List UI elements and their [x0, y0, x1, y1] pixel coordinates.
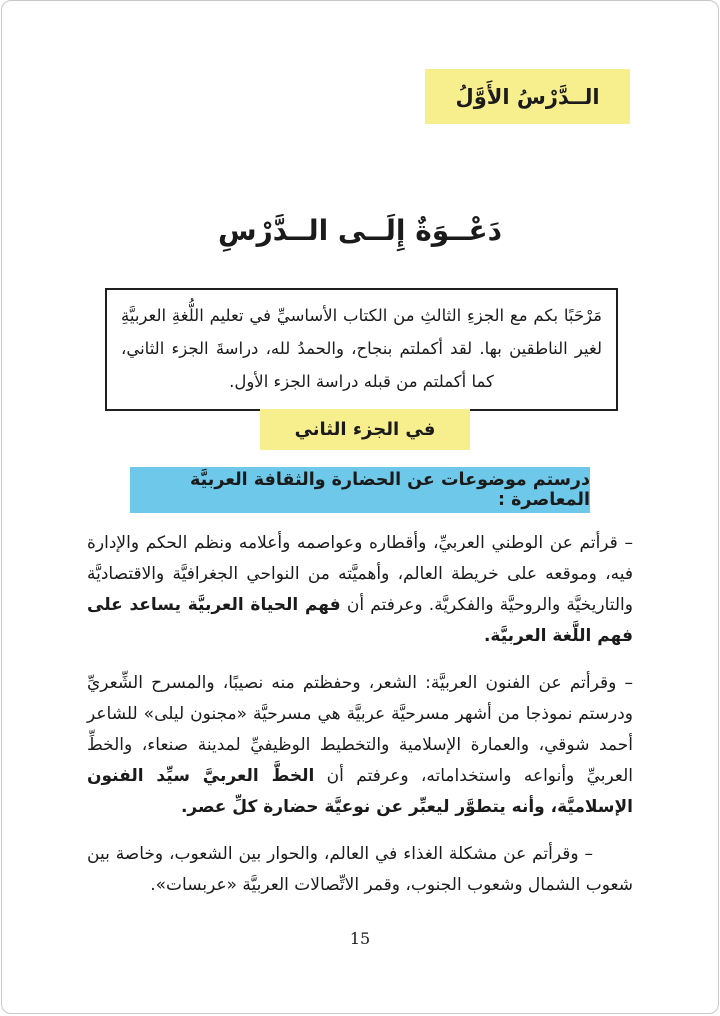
welcome-box: مَرْحَبًا بكم مع الجزءِ الثالثِ من الكتاب الأساسيِّ في تعليم اللُّغةِ العربيَّةِ لغير الناطقين بها. لقد أكملتم بنجاح، والحمدُ لله، دراسةَ الجزء الثاني، كما أكملتم من قبله دراسة الجزء الأول. — [105, 288, 618, 411]
paragraph-1-normal-text: – قرأتم عن الوطني العربيِّ، وأقطاره وعواصمه وأعلامه ونظم الحكم والإدارة فيه، وموقعه على خريطة العالم، وأهميَّته من النواحي الجغرافيَّة والاقتصاديَّة والتاريخيَّة والروحيَّة والفكريَّة. وعرفتم أن — [87, 533, 633, 615]
textbook-page — [1, 0, 719, 1014]
body-text — [87, 528, 633, 917]
paragraph-3-normal-text: – وقرأتم عن مشكلة الغذاء في العالم، والحوار بين الشعوب، وخاصة بين شعوب الشمال وشعوب الجنوب، وقمر الاتِّصالات العربيَّة «عربسات». — [87, 844, 633, 895]
body-paragraph-2 — [87, 668, 633, 823]
body-paragraph-1 — [87, 528, 633, 652]
section-heading: درستم موضوعات عن الحضارة والثقافة العربيَّة المعاصرة : — [130, 467, 590, 513]
part-two-badge: في الجزء الثاني — [260, 409, 470, 450]
page-title: دَعْــوَةٌ إِلَــى الــدَّرْسِ — [218, 213, 502, 247]
body-paragraph-3 — [87, 839, 633, 901]
paragraph-2-bold-text: الخطَّ العربيَّ سيِّد الفنون الإسلاميَّة، وأنه يتطوَّر ليعبِّر عن نوعيَّة حضارة كلِّ عصر. — [87, 766, 633, 817]
paragraph-2-normal-text: – وقرأتم عن الفنون العربيَّة: الشعر، وحفظتم منه نصيبًا، والمسرح الشِّعريِّ ودرستم نموذجا من أشهر مسرحيَّة عربيَّة هي مسرحيَّة «مجنون ليلى» للشاعر أحمد شوقي، والعمارة الإسلامية والتخطيط الوظيفيِّ لمدينة صنعاء، والخطِّ العربيِّ وأنواعه واستخداماته، وعرفتم أن — [87, 673, 634, 786]
lesson-badge: الــدَّرْسُ الأَوَّلُ — [425, 69, 630, 124]
page-number: 15 — [349, 929, 371, 948]
paragraph-1-bold-text: فهم الحياة العربيَّة يساعد على فهم اللَّغة العربيَّة. — [87, 595, 633, 646]
